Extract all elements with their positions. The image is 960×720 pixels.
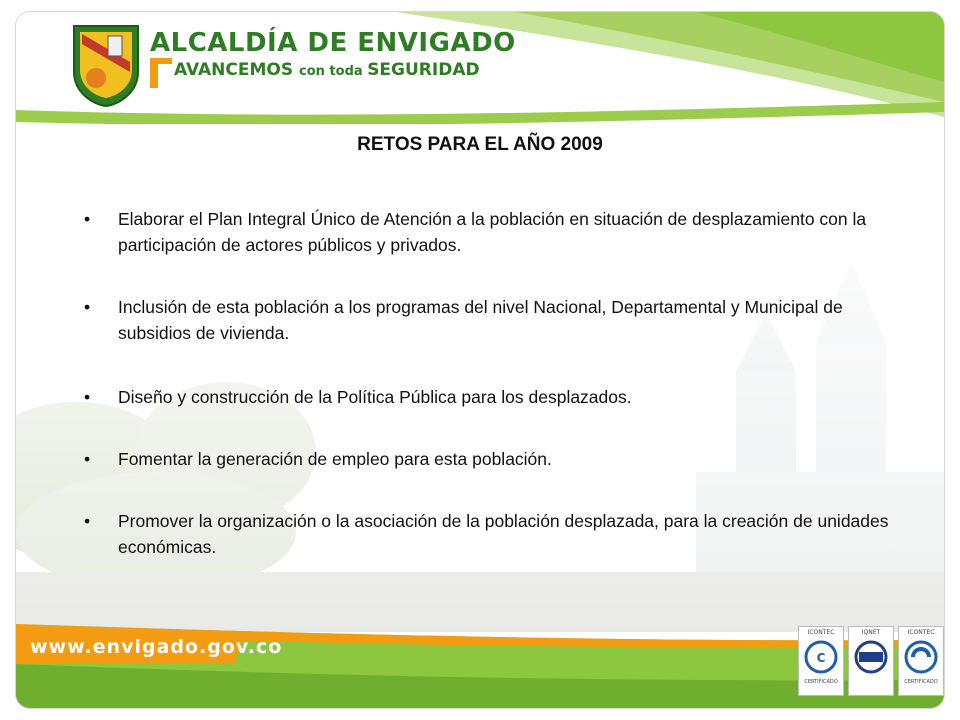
list-item	[78, 446, 898, 472]
brand-slogan	[174, 60, 480, 80]
bullet-text: Promover la organización o la asociación de la población desplazada, para la creación de unidades económicas.	[118, 511, 889, 557]
certificate-seal-icon	[799, 637, 843, 677]
bullet-dot: •	[84, 449, 91, 469]
iqnet-seal-icon	[849, 637, 893, 677]
bullet-dot: •	[84, 209, 91, 229]
cert-label: ICONTEC	[807, 629, 835, 636]
slogan-part-1: AVANCEMOS	[174, 60, 300, 80]
list-item	[78, 206, 898, 258]
list-item	[78, 384, 898, 410]
bullet-text: Inclusión de esta población a los programas del nivel Nacional, Departamental y Municipal de subsidios de vivienda.	[118, 297, 843, 343]
certification-logos	[798, 626, 944, 706]
bullet-text: Fomentar la generación de empleo para esta población.	[118, 449, 552, 469]
icontec-quality-badge	[898, 626, 944, 696]
bullet-text: Diseño y construcción de la Política Pública para los desplazados.	[118, 387, 632, 407]
bullet-list	[78, 206, 898, 560]
cert-sub-label: CERTIFICADO	[904, 679, 938, 685]
slide-title: RETOS PARA EL AÑO 2009	[357, 134, 603, 155]
svg-text:C: C	[816, 651, 826, 665]
bullet-text: Elaborar el Plan Integral Único de Atención a la población en situación de desplazamiento con la participación de actores públicos y privados.	[118, 209, 867, 255]
slide	[16, 12, 944, 708]
website-url[interactable]: www.envigado.gov.co	[30, 636, 283, 658]
slogan-part-2: con toda	[299, 64, 368, 79]
cert-label: ICONTEC	[907, 629, 935, 636]
envigado-shield-logo	[68, 22, 144, 108]
cert-sub-label: CERTIFICADO	[804, 679, 838, 685]
slogan-part-3: SEGURIDAD	[367, 60, 480, 80]
quality-seal-icon	[899, 637, 943, 677]
list-item	[78, 508, 898, 560]
brand-title: ALCALDÍA DE ENVIGADO	[150, 28, 516, 58]
bullet-dot: •	[84, 297, 91, 317]
list-item	[78, 294, 898, 346]
bullet-dot: •	[84, 511, 91, 531]
iqnet-certificate-badge	[848, 626, 894, 696]
bullet-dot: •	[84, 387, 91, 407]
cert-label: IQNET	[861, 629, 881, 636]
icontec-certificate-badge	[798, 626, 844, 696]
